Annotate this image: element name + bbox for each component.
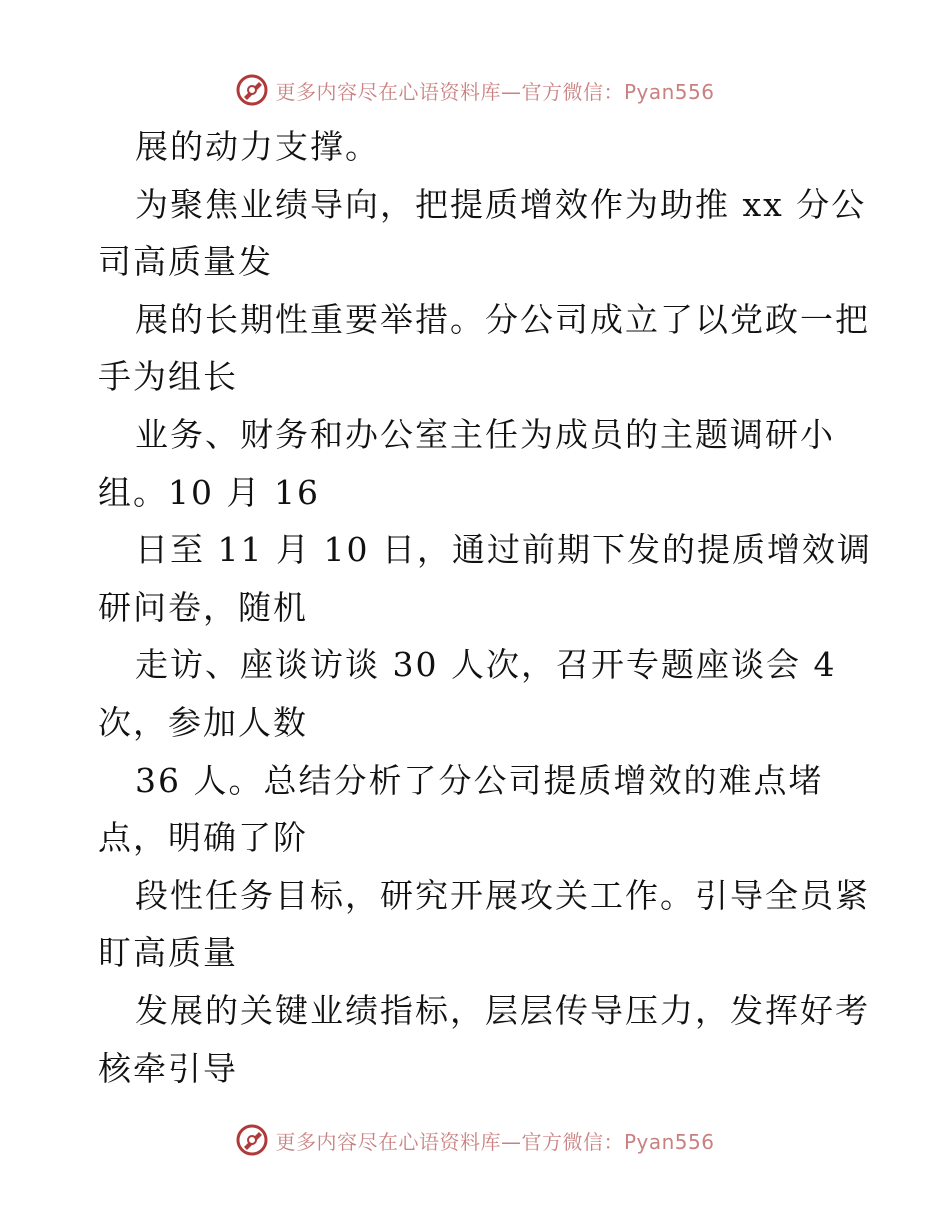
text-line: 展的动力支撑。 xyxy=(135,127,380,166)
text-line: 发展的关键业绩指标，层层传导压力，发挥好考 xyxy=(135,990,870,1030)
text-line: 研问卷，随机 xyxy=(98,587,308,627)
header-watermark xyxy=(0,70,950,110)
logo-icon xyxy=(235,1123,269,1157)
text-line: 次，参加人数 xyxy=(98,702,308,742)
text-line: 展的长期性重要举措。分公司成立了以党政一把 xyxy=(135,299,870,339)
text-line: 走访、座谈访谈 30 人次，召开专题座谈会 4 xyxy=(135,645,837,685)
text-line: 段性任务目标，研究开展攻关工作。引导全员紧 xyxy=(135,875,870,915)
logo-icon xyxy=(235,73,269,107)
text-line: 核牵引导 xyxy=(98,1048,238,1088)
text-line: 手为组长 xyxy=(98,357,238,397)
text-line: 组。10 月 16 xyxy=(98,472,320,512)
text-line: 36 人。总结分析了分公司提质增效的难点堵 xyxy=(135,760,824,800)
document-body xyxy=(98,118,872,1097)
text-line: 日至 11 月 10 日，通过前期下发的提质增效调 xyxy=(135,530,872,570)
text-line: 为聚焦业绩导向，把提质增效作为助推 xx 分公 xyxy=(135,184,867,224)
watermark-text: 更多内容尽在心语资料库—官方微信：Pyan556 xyxy=(275,79,715,104)
text-line: 司高质量发 xyxy=(98,242,273,282)
text-line: 盯高质量 xyxy=(98,933,238,973)
footer-watermark xyxy=(0,1120,950,1160)
watermark-text: 更多内容尽在心语资料库—官方微信：Pyan556 xyxy=(275,1129,715,1154)
text-line: 点，明确了阶 xyxy=(98,818,308,858)
text-line: 业务、财务和办公室主任为成员的主题调研小 xyxy=(135,414,835,454)
